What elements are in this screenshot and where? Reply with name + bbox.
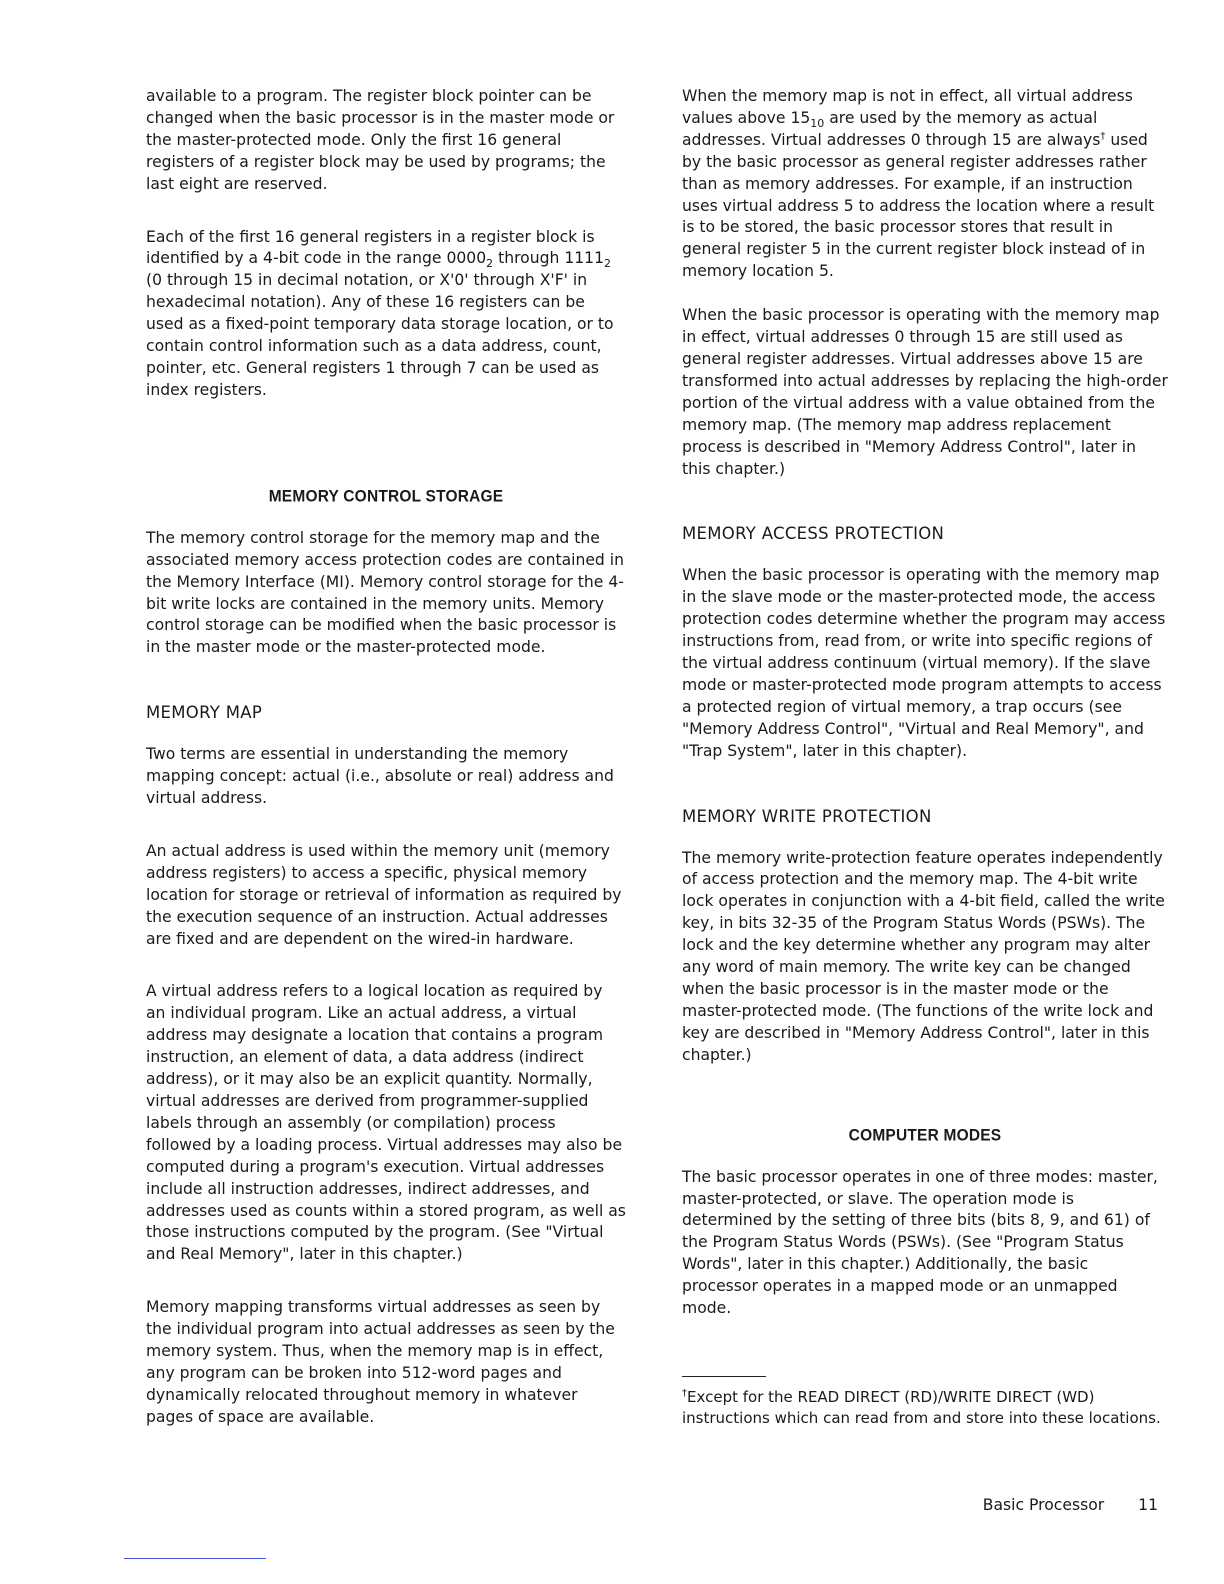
footnote [682, 1376, 1168, 1430]
paragraph-memory-map-in-effect: When the basic processor is operating with the memory map in effect, virtual addresses 0 through 15 are still used as general register addresses. Virtual addresses above 15 are transformed into actual addresses by replacing the high-order portion of the virtual address with a value obtained from the memory map. (The memory map address replacement process is described in "Memory Address Control", later in this chapter.) [682, 306, 1168, 478]
paragraph-memory-control-storage: The memory control storage for the memory map and the associated memory access protection codes are contained in the Memory Interface (MI). Memory control storage for the 4-bit write locks are contained in the memory units. Memory control storage can be modified when the basic processor is in the master mode or the master-protected mode. [146, 528, 625, 657]
paragraph-general-registers: Each of the first 16 general registers in a register block is identified by a 4-bit code in the range $0000_2$ through $1111_2$ (0 through 15 in decimal notation, or X'0' through X'F' in hexadecimal notation). Any of these 16 registers can be used as a fixed-point temporary data storage location, or to contain control information such as a data address, count, pointer, etc. General registers 1 through 7 can be used as index registers. [146, 227, 614, 399]
bottom-divider [124, 1558, 266, 1559]
heading-memory-access-protection: MEMORY ACCESS PROTECTION [682, 524, 945, 544]
paragraph-memory-mapping: Memory mapping transforms virtual addresses as seen by the individual program into actual addresses as seen by the memory system. Thus, when the memory map is in effect, any program can be broken into 512-word pages and dynamically relocated throughout memory in whatever pages of space are available. [146, 1298, 615, 1426]
footnote-divider [682, 1376, 766, 1377]
paragraph-write-protection: The memory write-protection feature operates independently of access protection and the memory map. The 4-bit write lock operates in conjunction with a 4-bit field, called the write key, in bits 32-35 of the Program Status Words (PSWs). The lock and the key determine whether any program may alter any word of main memory. The write key can be changed when the basic processor is in the master mode or the master-protected mode. (The functions of the write lock and key are described in "Memory Address Control", later in this chapter.) [682, 848, 1165, 1064]
paragraph-actual-address: An actual address is used within the memory unit (memory address registers) to access a specific, physical memory location for storage or retrieval of information as required by the execution sequence of an instruction. Actual addresses are fixed and are dependent on the wired-in hardware. [146, 841, 622, 948]
footer-section-title: Basic Processor [982, 1496, 1105, 1514]
paragraph-memory-map-not-in-effect: When the memory map is not in effect, all virtual address values above $15_{10}$ are used by the memory as actual addresses. Virtual addresses 0 through 15 are always† used by the basic processor as general register addresses rather than as memory addresses. For example, if an instruction uses virtual address 5 to address the location where a result is to be stored, the basic processor stores that result in general register 5 in the current register block instead of in memory location 5. [682, 87, 1155, 281]
paragraph-computer-modes: The basic processor operates in one of three modes: master, master-protected, or slave. The operation mode is determined by the setting of three bits (bits 8, 9, and 61) of the Program Status Words (PSWs). (See "Program Status Words", later in this chapter.) Additionally, the basic processor operates in a mapped mode or an unmapped mode. [682, 1167, 1158, 1318]
footnote-text: Except for the READ DIRECT (RD)/WRITE DIRECT (WD) instructions which can read from and store into these locations. [682, 1387, 1161, 1428]
left-column [146, 86, 626, 1429]
page-number: 11 [1138, 1496, 1158, 1514]
paragraph-memory-map-terms: Two terms are essential in understanding the memory mapping concept: actual (i.e., absolute or real) address and virtual address. [146, 745, 614, 808]
right-column [682, 86, 1168, 1430]
heading-memory-map: MEMORY MAP [146, 703, 263, 723]
footnote-reference: † [1100, 130, 1106, 142]
heading-memory-control-storage: MEMORY CONTROL STORAGE [268, 487, 504, 506]
paragraph-register-block-pointer: available to a program. The register block pointer can be changed when the basic processor is in the master mode or the master-protected mode. Only the first 16 general registers of a register block may be used by programs; the last eight are reserved. [146, 87, 615, 193]
page-footer [983, 1496, 1158, 1514]
paragraph-virtual-address: A virtual address refers to a logical location as required by an individual program. Like an actual address, a virtual address may designate a location that contains a program instruction, an element of data, a data address (indirect address), or it may also be an explicit quantity. Normally, virtual addresses are derived from programmer-supplied labels through an assembly (or compilation) process followed by a loading process. Virtual addresses may also be computed during a program's execution. Virtual addresses include all instruction addresses, indirect addresses, and addresses used as counts within a stored program, as well as those instructions computed by the program. (See "Virtual and Real Memory", later in this chapter.) [146, 982, 626, 1264]
footnote-mark: † [682, 1387, 687, 1399]
heading-computer-modes: COMPUTER MODES [848, 1125, 1002, 1145]
paragraph-access-protection: When the basic processor is operating with the memory map in the slave mode or the master-protected mode, the access protection codes determine whether the program may access instructions from, read from, or write into specific regions of the virtual address continuum (virtual memory). If the slave mode or master-protected mode program attempts to access a protected region of virtual memory, a trap occurs (see "Memory Address Control", "Virtual and Real Memory", and "Trap System", later in this chapter). [682, 566, 1166, 760]
heading-memory-write-protection: MEMORY WRITE PROTECTION [682, 806, 932, 826]
